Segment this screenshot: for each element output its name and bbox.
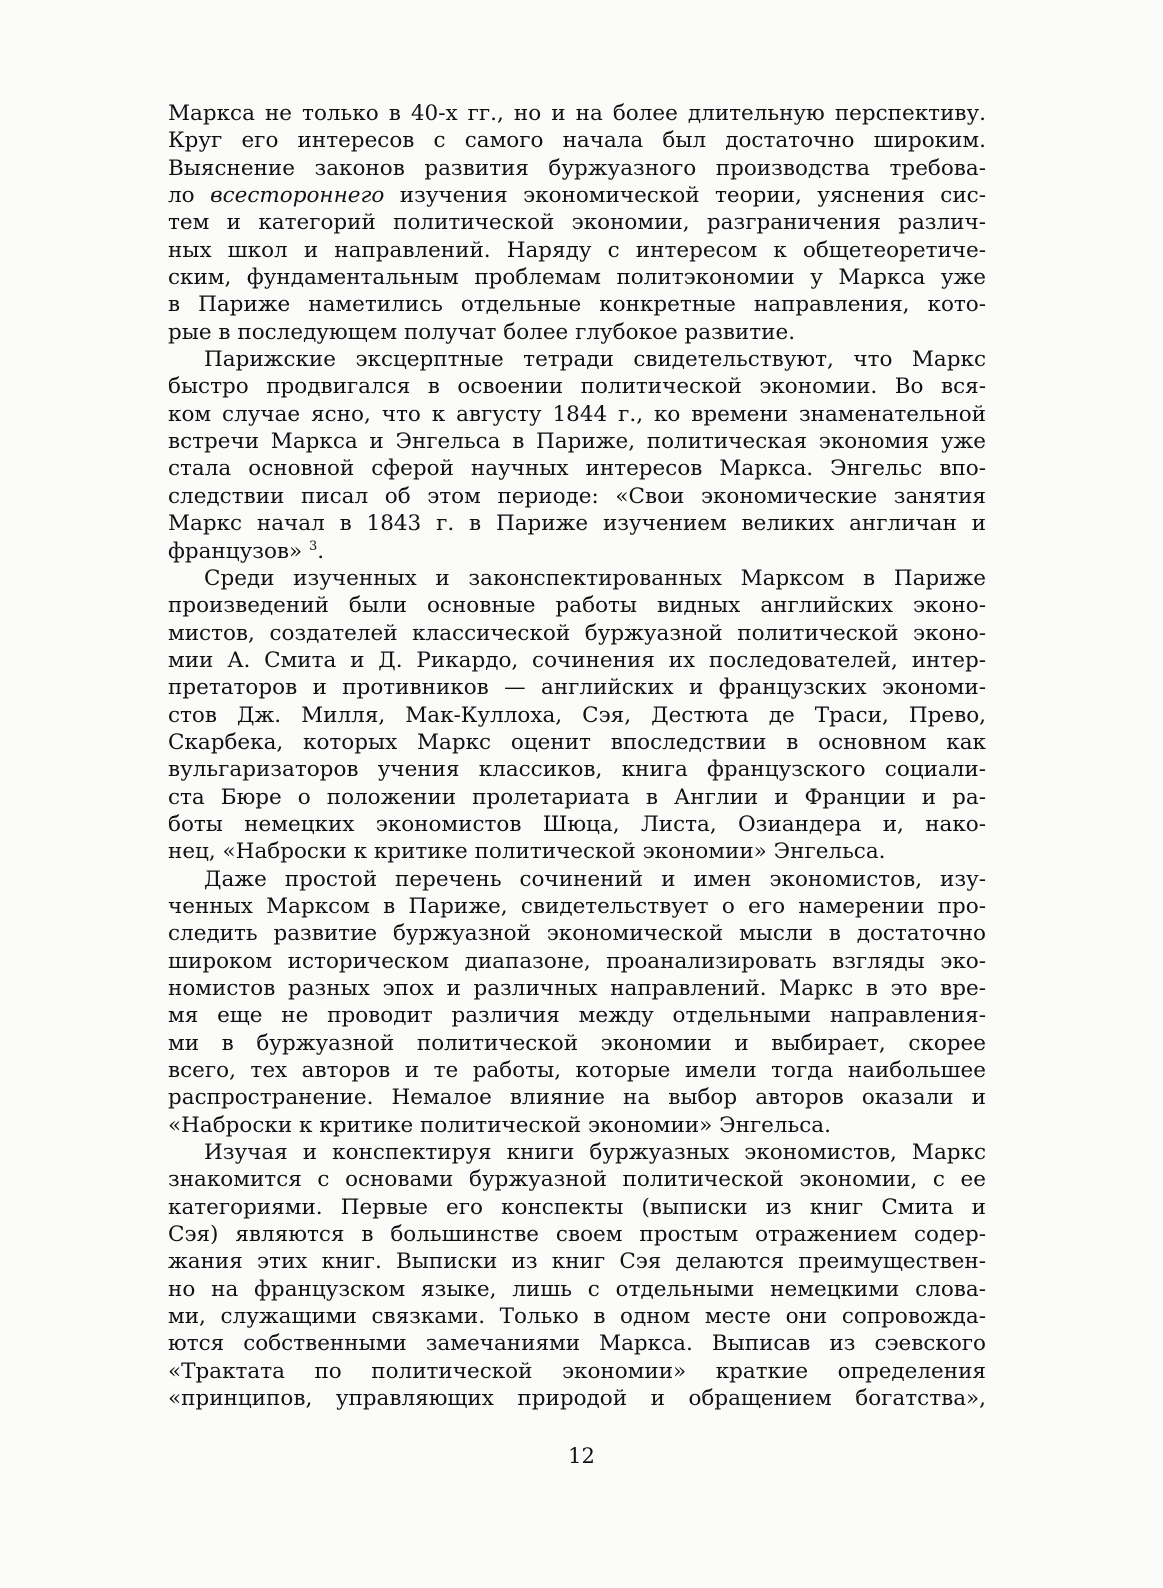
text-line: ных школ и направлений. Наряду с интересом к общетеоретиче-	[168, 237, 986, 263]
text-line: стов Дж. Милля, Мак-Куллоха, Сэя, Дестюта де Траси, Прево,	[168, 702, 986, 728]
body-text	[168, 100, 986, 1413]
text-line: ются собственными замечаниями Маркса. Выписав из сэевского	[168, 1331, 986, 1357]
text-line: ченных Марксом в Париже, свидетельствует о его намерении про-	[168, 893, 986, 919]
text-line: категориями. Первые его конспекты (выписки из книг Смита и	[168, 1194, 986, 1220]
paragraph-start: Парижские эксцерптные тетради свидетельствуют, что Маркс	[204, 347, 986, 373]
text-line: нец, «Наброски к критике политической экономии» Энгельса.	[168, 839, 886, 865]
text-line: широком историческом диапазоне, проанализировать взгляды эко-	[168, 948, 986, 974]
text-line: знакомится с основами буржуазной политической экономии, с ее	[168, 1167, 986, 1193]
text-line: Сэя) являются в большинстве своем простым отражением содер-	[168, 1222, 986, 1248]
text-line: Маркс начал в 1843 г. в Париже изучением великих англичан и	[168, 511, 986, 537]
text-line: жания этих книг. Выписки из книг Сэя делаются преимуществен-	[168, 1249, 986, 1275]
text-line: в Париже наметились отдельные конкретные направления, кото-	[168, 292, 986, 318]
text-line: рые в последующем получат более глубокое развитие.	[168, 319, 796, 345]
italic-emphasis: всестороннего	[210, 183, 385, 209]
text-line: номистов разных эпох и различных направлений. Маркс в это вре-	[168, 976, 986, 1001]
text-fragment: французов»	[168, 538, 303, 564]
text-line: стала основной сферой научных интересов Маркса. Энгельс впо-	[168, 456, 986, 482]
text-line: ми, служащими связками. Только в одном месте они сопровожда-	[168, 1304, 986, 1330]
text-line: «принципов, управляющих природой и обращением богатства»,	[168, 1386, 986, 1412]
text-line: «Трактата по политической экономии» краткие определения	[168, 1358, 986, 1384]
paragraph-start: Среди изученных и законспектированных Марксом в Париже	[204, 565, 986, 591]
text-line: произведений были основные работы видных английских эконо-	[168, 593, 986, 619]
text-line: следствии писал об этом периоде: «Свои экономические занятия	[168, 483, 986, 509]
text-line: быстро продвигался в освоении политической экономии. Во вся-	[168, 374, 986, 400]
text-line: встречи Маркса и Энгельса в Париже, политическая экономия уже	[168, 429, 986, 455]
text-line: ком случае ясно, что к августу 1844 г., ко времени знаменательной	[168, 401, 986, 427]
text-line: Выяснение законов развития буржуазного производства требова-	[168, 155, 986, 181]
text-fragment: .	[317, 538, 325, 564]
text-line: ста Бюре о положении пролетариата в Англии и Франции и ра-	[168, 784, 986, 810]
text-line: ми в буржуазной политической экономии и выбирает, скорее	[168, 1030, 986, 1056]
text-line: следить развитие буржуазной экономической мысли в достаточно	[168, 921, 986, 947]
text-fragment: ло	[168, 183, 195, 209]
text-line: тем и категорий политической экономии, разграничения различ-	[168, 210, 986, 236]
text-line: всего, тех авторов и те работы, которые имели тогда наибольшее	[168, 1058, 986, 1084]
text-line: претаторов и противников — английских и французских экономи-	[168, 675, 986, 701]
text-line: Скарбека, которых Маркс оценит впоследствии в основном как	[168, 729, 986, 755]
page-number: 12	[568, 1444, 595, 1468]
text-line: боты немецких экономистов Шюца, Листа, Озиандера и, нако-	[168, 811, 986, 837]
text-line: ским, фундаментальным проблемам политэкономии у Маркса уже	[168, 265, 986, 291]
paragraph-start: Даже простой перечень сочинений и имен экономистов, изу-	[204, 866, 986, 892]
text-line: Круг его интересов с самого начала был достаточно широким.	[168, 128, 986, 154]
text-line: «Наброски к критике политической экономии» Энгельса.	[168, 1112, 831, 1138]
text-line: распространение. Немалое влияние на выбор авторов оказали и	[168, 1085, 986, 1111]
text-line: мя еще не проводит различия между отдельными направления-	[168, 1003, 986, 1029]
paragraph-start: Изучая и конспектируя книги буржуазных экономистов, Маркс	[204, 1140, 986, 1166]
text-line	[168, 182, 986, 209]
text-line: Маркса не только в 40-х гг., но и на более длительную перспективу.	[168, 101, 986, 126]
footnote-reference: 3	[309, 538, 318, 554]
text-line: вульгаризаторов учения классиков, книга французского социали-	[168, 757, 986, 783]
text-line	[168, 538, 986, 565]
text-line: но на французском языке, лишь с отдельными немецкими слова-	[168, 1276, 986, 1302]
text-fragment: изучения экономической теории, уяснения сис-	[399, 183, 986, 209]
text-line: мии А. Смита и Д. Рикардо, сочинения их последователей, интер-	[168, 647, 986, 673]
text-line: мистов, создателей классической буржуазной политической эконо-	[168, 620, 986, 646]
